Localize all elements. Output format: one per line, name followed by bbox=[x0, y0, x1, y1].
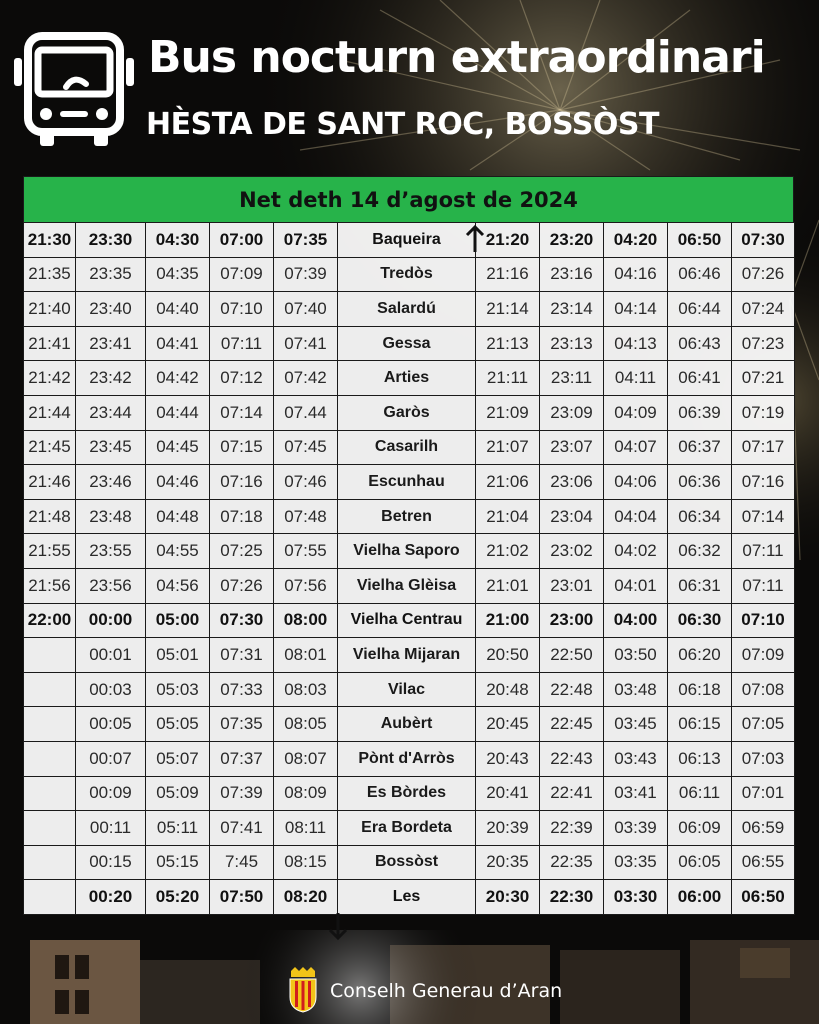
departure-time bbox=[24, 845, 76, 880]
departure-time: 07:37 bbox=[210, 741, 274, 776]
table-row bbox=[24, 880, 795, 915]
return-time: 21:04 bbox=[476, 499, 540, 534]
departure-time: 04:46 bbox=[146, 465, 210, 500]
departure-time: 23:44 bbox=[76, 395, 146, 430]
departure-time: 23:56 bbox=[76, 568, 146, 603]
departure-time: 07:35 bbox=[210, 707, 274, 742]
departure-time: 22:00 bbox=[24, 603, 76, 638]
departure-time: 21:41 bbox=[24, 326, 76, 361]
departure-time: 07:15 bbox=[210, 430, 274, 465]
return-time: 21:14 bbox=[476, 292, 540, 327]
departure-time: 07:42 bbox=[274, 361, 338, 396]
schedule-table bbox=[23, 222, 795, 915]
departure-time: 05:11 bbox=[146, 811, 210, 846]
departure-time: 00:05 bbox=[76, 707, 146, 742]
departure-time: 21:40 bbox=[24, 292, 76, 327]
departure-time: 21:55 bbox=[24, 534, 76, 569]
return-time: 20:35 bbox=[476, 845, 540, 880]
return-time: 07:09 bbox=[732, 638, 795, 673]
return-time: 04:07 bbox=[604, 430, 668, 465]
return-time: 07:05 bbox=[732, 707, 795, 742]
table-row bbox=[24, 395, 795, 430]
return-time: 20:30 bbox=[476, 880, 540, 915]
departure-time: 07:40 bbox=[274, 292, 338, 327]
departure-time: 07:41 bbox=[210, 811, 274, 846]
return-time: 06:44 bbox=[668, 292, 732, 327]
departure-time: 07:46 bbox=[274, 465, 338, 500]
departure-time: 07:00 bbox=[210, 223, 274, 258]
return-time: 03:35 bbox=[604, 845, 668, 880]
departure-time: 07:48 bbox=[274, 499, 338, 534]
return-time: 04:00 bbox=[604, 603, 668, 638]
return-time: 06:05 bbox=[668, 845, 732, 880]
stop-name: Gessa bbox=[338, 326, 476, 361]
departure-time: 07:35 bbox=[274, 223, 338, 258]
return-time: 06:36 bbox=[668, 465, 732, 500]
return-time: 22:30 bbox=[540, 880, 604, 915]
return-time: 21:09 bbox=[476, 395, 540, 430]
return-time: 06:18 bbox=[668, 672, 732, 707]
departure-time: 05:03 bbox=[146, 672, 210, 707]
table-row bbox=[24, 223, 795, 258]
return-time: 04:06 bbox=[604, 465, 668, 500]
departure-time: 07:56 bbox=[274, 568, 338, 603]
departure-time: 05:09 bbox=[146, 776, 210, 811]
return-time: 23:13 bbox=[540, 326, 604, 361]
return-time: 06:39 bbox=[668, 395, 732, 430]
return-time: 03:48 bbox=[604, 672, 668, 707]
return-time: 07:26 bbox=[732, 257, 795, 292]
return-time: 23:09 bbox=[540, 395, 604, 430]
return-time: 23:16 bbox=[540, 257, 604, 292]
stop-name: Les bbox=[338, 880, 476, 915]
table-row bbox=[24, 361, 795, 396]
departure-time: 07:12 bbox=[210, 361, 274, 396]
return-time: 06:46 bbox=[668, 257, 732, 292]
return-time: 23:00 bbox=[540, 603, 604, 638]
departure-time bbox=[24, 880, 76, 915]
return-time: 07:08 bbox=[732, 672, 795, 707]
departure-time: 00:09 bbox=[76, 776, 146, 811]
departure-time: 04:30 bbox=[146, 223, 210, 258]
stop-name: Aubèrt bbox=[338, 707, 476, 742]
departure-time: 05:01 bbox=[146, 638, 210, 673]
return-time: 21:00 bbox=[476, 603, 540, 638]
return-time: 04:02 bbox=[604, 534, 668, 569]
departure-time: 23:42 bbox=[76, 361, 146, 396]
return-time: 06:31 bbox=[668, 568, 732, 603]
return-time: 06:11 bbox=[668, 776, 732, 811]
return-time: 22:45 bbox=[540, 707, 604, 742]
departure-time: 05:20 bbox=[146, 880, 210, 915]
return-time: 03:45 bbox=[604, 707, 668, 742]
return-time: 23:02 bbox=[540, 534, 604, 569]
departure-time: 04:56 bbox=[146, 568, 210, 603]
departure-time: 04:45 bbox=[146, 430, 210, 465]
return-time: 04:14 bbox=[604, 292, 668, 327]
departure-time: 05:05 bbox=[146, 707, 210, 742]
departure-time: 07:26 bbox=[210, 568, 274, 603]
return-time: 07:11 bbox=[732, 534, 795, 569]
return-time: 03:41 bbox=[604, 776, 668, 811]
stop-name: Betren bbox=[338, 499, 476, 534]
table-row bbox=[24, 741, 795, 776]
return-time: 20:39 bbox=[476, 811, 540, 846]
departure-time: 21:48 bbox=[24, 499, 76, 534]
departure-time bbox=[24, 638, 76, 673]
table-row bbox=[24, 326, 795, 361]
departure-time: 08:11 bbox=[274, 811, 338, 846]
departure-time bbox=[24, 776, 76, 811]
return-time: 21:16 bbox=[476, 257, 540, 292]
return-time: 06:34 bbox=[668, 499, 732, 534]
table-row bbox=[24, 707, 795, 742]
stop-name: Pònt d'Arròs bbox=[338, 741, 476, 776]
return-time: 21:02 bbox=[476, 534, 540, 569]
stop-name: Vielha Saporo bbox=[338, 534, 476, 569]
return-time: 06:43 bbox=[668, 326, 732, 361]
departure-time: 07:45 bbox=[274, 430, 338, 465]
return-time: 06:37 bbox=[668, 430, 732, 465]
return-time: 07:16 bbox=[732, 465, 795, 500]
departure-time: 07.44 bbox=[274, 395, 338, 430]
departure-time bbox=[24, 707, 76, 742]
departure-time: 07:30 bbox=[210, 603, 274, 638]
stop-name: Vielha Centrau bbox=[338, 603, 476, 638]
departure-time: 07:25 bbox=[210, 534, 274, 569]
stop-name: Vielha Mijaran bbox=[338, 638, 476, 673]
return-time: 07:21 bbox=[732, 361, 795, 396]
return-time: 23:06 bbox=[540, 465, 604, 500]
return-time: 07:01 bbox=[732, 776, 795, 811]
return-time: 06:09 bbox=[668, 811, 732, 846]
page-title: Bus nocturn extraordinari bbox=[148, 32, 765, 83]
return-time: 06:50 bbox=[668, 223, 732, 258]
departure-time: 04:44 bbox=[146, 395, 210, 430]
departure-time: 00:11 bbox=[76, 811, 146, 846]
return-time: 07:03 bbox=[732, 741, 795, 776]
departure-time: 04:42 bbox=[146, 361, 210, 396]
return-time: 23:04 bbox=[540, 499, 604, 534]
table-row bbox=[24, 292, 795, 327]
return-time: 06:00 bbox=[668, 880, 732, 915]
return-time: 07:11 bbox=[732, 568, 795, 603]
departure-time: 23:40 bbox=[76, 292, 146, 327]
departure-time: 04:41 bbox=[146, 326, 210, 361]
return-time: 06:20 bbox=[668, 638, 732, 673]
departure-time: 07:16 bbox=[210, 465, 274, 500]
table-row bbox=[24, 603, 795, 638]
departure-time: 08:00 bbox=[274, 603, 338, 638]
departure-time: 04:48 bbox=[146, 499, 210, 534]
departure-time bbox=[24, 811, 76, 846]
header bbox=[0, 0, 819, 170]
return-time: 22:39 bbox=[540, 811, 604, 846]
return-time: 03:30 bbox=[604, 880, 668, 915]
return-time: 06:13 bbox=[668, 741, 732, 776]
departure-time: 23:45 bbox=[76, 430, 146, 465]
table-row bbox=[24, 430, 795, 465]
return-time: 07:14 bbox=[732, 499, 795, 534]
return-time: 21:07 bbox=[476, 430, 540, 465]
bus-icon bbox=[10, 32, 136, 150]
departure-time: 21:46 bbox=[24, 465, 76, 500]
return-time: 06:50 bbox=[732, 880, 795, 915]
return-time: 22:35 bbox=[540, 845, 604, 880]
departure-time: 08:07 bbox=[274, 741, 338, 776]
stop-name: Bossòst bbox=[338, 845, 476, 880]
stop-name: Salardú bbox=[338, 292, 476, 327]
departure-time: 08:01 bbox=[274, 638, 338, 673]
return-time: 21:13 bbox=[476, 326, 540, 361]
departure-time: 07:41 bbox=[274, 326, 338, 361]
departure-time: 05:07 bbox=[146, 741, 210, 776]
return-time: 07:17 bbox=[732, 430, 795, 465]
return-time: 20:50 bbox=[476, 638, 540, 673]
departure-time: 07:31 bbox=[210, 638, 274, 673]
departure-time: 07:18 bbox=[210, 499, 274, 534]
table-row bbox=[24, 499, 795, 534]
return-time: 23:07 bbox=[540, 430, 604, 465]
departure-time: 07:39 bbox=[210, 776, 274, 811]
return-time: 23:14 bbox=[540, 292, 604, 327]
departure-time: 7:45 bbox=[210, 845, 274, 880]
departure-time: 23:30 bbox=[76, 223, 146, 258]
table-row bbox=[24, 776, 795, 811]
stop-name: Casarilh bbox=[338, 430, 476, 465]
return-time: 23:01 bbox=[540, 568, 604, 603]
departure-time: 21:35 bbox=[24, 257, 76, 292]
departure-time: 21:45 bbox=[24, 430, 76, 465]
date-banner: Net deth 14 d’agost de 2024 bbox=[23, 176, 794, 222]
return-time: 03:43 bbox=[604, 741, 668, 776]
return-time: 04:20 bbox=[604, 223, 668, 258]
return-time: 04:09 bbox=[604, 395, 668, 430]
departure-time bbox=[24, 672, 76, 707]
stop-name: Escunhau bbox=[338, 465, 476, 500]
stop-name: Garòs bbox=[338, 395, 476, 430]
table-row bbox=[24, 672, 795, 707]
departure-time: 23:48 bbox=[76, 499, 146, 534]
stop-name: Vielha Glèisa bbox=[338, 568, 476, 603]
stop-name: Arties bbox=[338, 361, 476, 396]
return-time: 04:04 bbox=[604, 499, 668, 534]
departure-time: 21:56 bbox=[24, 568, 76, 603]
arrow-up-icon bbox=[464, 224, 486, 252]
return-time: 07:19 bbox=[732, 395, 795, 430]
return-time: 21:20 bbox=[476, 223, 540, 258]
return-time: 07:24 bbox=[732, 292, 795, 327]
table-row bbox=[24, 465, 795, 500]
departure-time: 07:39 bbox=[274, 257, 338, 292]
departure-time: 00:01 bbox=[76, 638, 146, 673]
departure-time: 21:42 bbox=[24, 361, 76, 396]
departure-time: 08:15 bbox=[274, 845, 338, 880]
return-time: 20:41 bbox=[476, 776, 540, 811]
return-time: 04:11 bbox=[604, 361, 668, 396]
departure-time: 23:35 bbox=[76, 257, 146, 292]
departure-time: 07:50 bbox=[210, 880, 274, 915]
departure-time: 00:00 bbox=[76, 603, 146, 638]
departure-time: 08:09 bbox=[274, 776, 338, 811]
departure-time: 04:55 bbox=[146, 534, 210, 569]
departure-time: 23:55 bbox=[76, 534, 146, 569]
return-time: 06:41 bbox=[668, 361, 732, 396]
return-time: 04:13 bbox=[604, 326, 668, 361]
departure-time: 08:05 bbox=[274, 707, 338, 742]
departure-time: 00:20 bbox=[76, 880, 146, 915]
arrow-down-icon bbox=[327, 913, 349, 941]
departure-time: 07:55 bbox=[274, 534, 338, 569]
departure-time: 08:03 bbox=[274, 672, 338, 707]
return-time: 21:11 bbox=[476, 361, 540, 396]
return-time: 21:06 bbox=[476, 465, 540, 500]
departure-time: 23:41 bbox=[76, 326, 146, 361]
return-time: 06:59 bbox=[732, 811, 795, 846]
return-time: 06:30 bbox=[668, 603, 732, 638]
departure-time: 00:03 bbox=[76, 672, 146, 707]
coat-of-arms-icon bbox=[288, 967, 318, 1013]
return-time: 03:50 bbox=[604, 638, 668, 673]
departure-time: 00:15 bbox=[76, 845, 146, 880]
return-time: 07:10 bbox=[732, 603, 795, 638]
return-time: 23:11 bbox=[540, 361, 604, 396]
departure-time: 21:44 bbox=[24, 395, 76, 430]
return-time: 21:01 bbox=[476, 568, 540, 603]
departure-time: 05:00 bbox=[146, 603, 210, 638]
table-row bbox=[24, 257, 795, 292]
return-time: 04:01 bbox=[604, 568, 668, 603]
departure-time: 07:11 bbox=[210, 326, 274, 361]
return-time: 22:50 bbox=[540, 638, 604, 673]
return-time: 06:55 bbox=[732, 845, 795, 880]
return-time: 23:20 bbox=[540, 223, 604, 258]
departure-time: 04:40 bbox=[146, 292, 210, 327]
page-subtitle: HÈSTA DE SANT ROC, BOSSÒST bbox=[146, 107, 659, 142]
departure-time: 07:09 bbox=[210, 257, 274, 292]
table-row bbox=[24, 638, 795, 673]
return-time: 06:15 bbox=[668, 707, 732, 742]
return-time: 04:16 bbox=[604, 257, 668, 292]
return-time: 20:45 bbox=[476, 707, 540, 742]
stop-name: Tredòs bbox=[338, 257, 476, 292]
table-row bbox=[24, 811, 795, 846]
stop-name: Era Bordeta bbox=[338, 811, 476, 846]
return-time: 20:43 bbox=[476, 741, 540, 776]
return-time: 22:48 bbox=[540, 672, 604, 707]
organization-name: Conselh Generau d’Aran bbox=[330, 980, 563, 1002]
return-time: 07:30 bbox=[732, 223, 795, 258]
return-time: 20:48 bbox=[476, 672, 540, 707]
return-time: 07:23 bbox=[732, 326, 795, 361]
departure-time: 23:46 bbox=[76, 465, 146, 500]
departure-time: 04:35 bbox=[146, 257, 210, 292]
departure-time: 05:15 bbox=[146, 845, 210, 880]
stop-name: Vilac bbox=[338, 672, 476, 707]
stop-name: Es Bòrdes bbox=[338, 776, 476, 811]
return-time: 22:43 bbox=[540, 741, 604, 776]
departure-time: 07:10 bbox=[210, 292, 274, 327]
timetable bbox=[23, 176, 794, 915]
departure-time: 07:14 bbox=[210, 395, 274, 430]
return-time: 03:39 bbox=[604, 811, 668, 846]
departure-time: 21:30 bbox=[24, 223, 76, 258]
departure-time bbox=[24, 741, 76, 776]
return-time: 22:41 bbox=[540, 776, 604, 811]
return-time: 06:32 bbox=[668, 534, 732, 569]
stop-name: Baqueira bbox=[338, 223, 476, 258]
table-row bbox=[24, 534, 795, 569]
departure-time: 08:20 bbox=[274, 880, 338, 915]
table-row bbox=[24, 845, 795, 880]
table-row bbox=[24, 568, 795, 603]
departure-time: 07:33 bbox=[210, 672, 274, 707]
departure-time: 00:07 bbox=[76, 741, 146, 776]
